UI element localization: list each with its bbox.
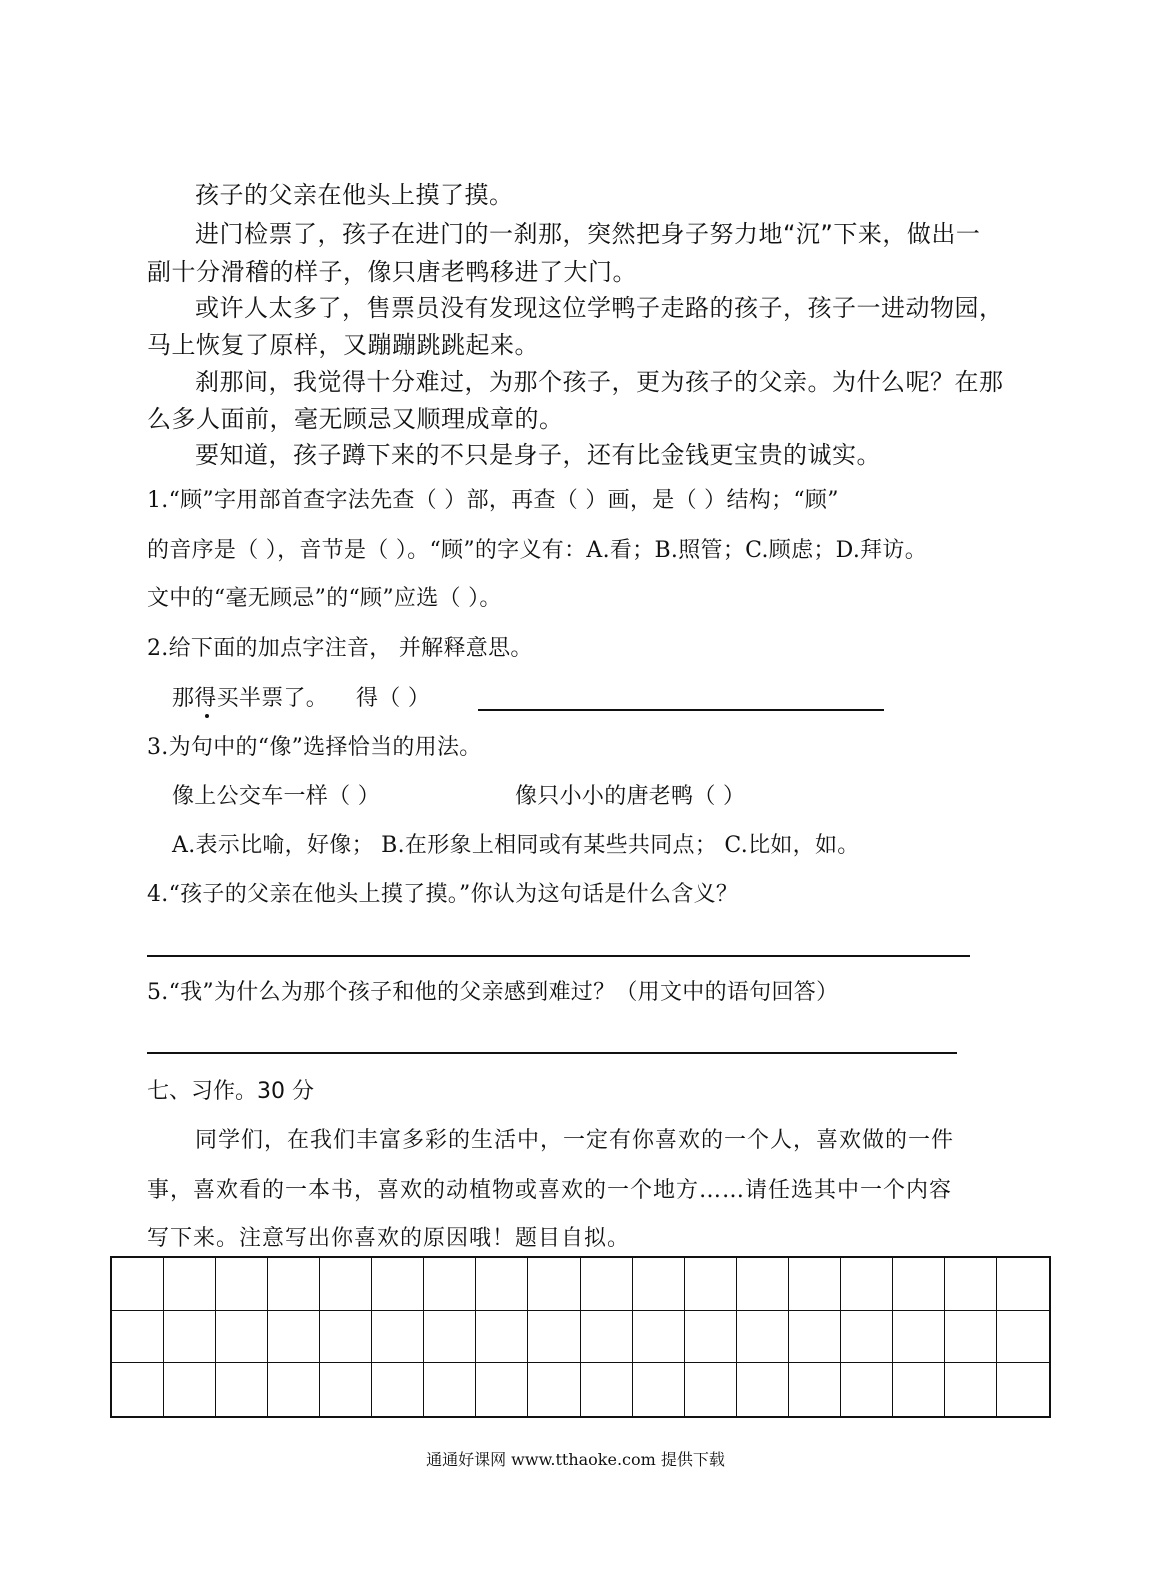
grid-cell[interactable] (528, 1258, 580, 1311)
grid-cell[interactable] (945, 1363, 997, 1416)
grid-cell[interactable] (320, 1258, 372, 1311)
passage-paragraph-1: 孩子的父亲在他头上摸了摸。 (195, 181, 514, 209)
grid-cell[interactable] (268, 1363, 320, 1416)
emphasis-dot (205, 714, 209, 718)
question-4: 4.“孩子的父亲在他头上摸了摸。”你认为这句话是什么含义？ (147, 882, 739, 907)
question-1-line-1: 1.“顾”字用部首查字法先查（ ）部，再查（ ）画，是（ ）结构；“顾” (147, 488, 839, 513)
question-2-answer-line[interactable] (478, 709, 884, 711)
composition-instruction-line-1: 同学们，在我们丰富多彩的生活中，一定有你喜欢的一个人，喜欢做的一件 (195, 1128, 955, 1153)
grid-cell[interactable] (841, 1363, 893, 1416)
grid-cell[interactable] (633, 1311, 685, 1364)
grid-cell[interactable] (424, 1363, 476, 1416)
grid-cell[interactable] (320, 1363, 372, 1416)
grid-cell[interactable] (789, 1258, 841, 1311)
question-1-line-3: 文中的“毫无顾忌”的“顾”应选（ ）。 (147, 586, 502, 611)
question-2-sentence: 那得买半票了。 (172, 686, 329, 711)
grid-cell[interactable] (997, 1258, 1049, 1311)
grid-cell[interactable] (372, 1258, 424, 1311)
grid-cell[interactable] (685, 1311, 737, 1364)
grid-cell[interactable] (893, 1363, 945, 1416)
writing-grid[interactable] (110, 1256, 1051, 1418)
footer-credit: 通通好课网 www.tthaoke.com 提供下载 (426, 1450, 725, 1469)
passage-paragraph-4-line-1: 刹那间，我觉得十分难过，为那个孩子，更为孩子的父亲。为什么呢？在那 (195, 368, 1004, 396)
grid-cell[interactable] (164, 1311, 216, 1364)
grid-cell[interactable] (216, 1258, 268, 1311)
passage-paragraph-2-line-2: 副十分滑稽的样子，像只唐老鸭移进了大门。 (147, 258, 637, 286)
grid-cell[interactable] (424, 1311, 476, 1364)
question-3-options: A.表示比喻，好像； B.在形象上相同或有某些共同点； C.比如，如。 (172, 833, 860, 858)
question-2: 2.给下面的加点字注音， 并解释意思。 (147, 636, 533, 661)
grid-cell[interactable] (112, 1363, 164, 1416)
grid-cell[interactable] (372, 1363, 424, 1416)
composition-instruction-line-2: 事，喜欢看的一本书，喜欢的动植物或喜欢的一个地方……请任选其中一个内容 (147, 1178, 953, 1203)
grid-cell[interactable] (841, 1258, 893, 1311)
grid-cell[interactable] (997, 1311, 1049, 1364)
grid-cell[interactable] (789, 1363, 841, 1416)
grid-cell[interactable] (685, 1258, 737, 1311)
grid-cell[interactable] (216, 1363, 268, 1416)
grid-cell[interactable] (737, 1258, 789, 1311)
question-4-answer-line[interactable] (147, 955, 970, 957)
question-3-item-b: 像只小小的唐老鸭（ ） (515, 784, 746, 809)
question-3: 3.为句中的“像”选择恰当的用法。 (147, 735, 482, 760)
grid-cell[interactable] (164, 1363, 216, 1416)
grid-cell[interactable] (945, 1258, 997, 1311)
grid-cell[interactable] (841, 1311, 893, 1364)
grid-cell[interactable] (581, 1363, 633, 1416)
question-2-pinyin-blank: 得（ ） (356, 686, 431, 711)
grid-cell[interactable] (893, 1311, 945, 1364)
composition-instruction-line-3: 写下来。注意写出你喜欢的原因哦！题目自拟。 (147, 1226, 631, 1251)
grid-cell[interactable] (268, 1258, 320, 1311)
grid-cell[interactable] (476, 1258, 528, 1311)
grid-cell[interactable] (737, 1311, 789, 1364)
grid-cell[interactable] (581, 1258, 633, 1311)
passage-paragraph-5: 要知道，孩子蹲下来的不只是身子，还有比金钱更宝贵的诚实。 (195, 441, 881, 469)
grid-cell[interactable] (112, 1311, 164, 1364)
question-5: 5.“我”为什么为那个孩子和他的父亲感到难过？（用文中的语句回答） (147, 980, 839, 1005)
grid-cell[interactable] (372, 1311, 424, 1364)
grid-cell[interactable] (685, 1363, 737, 1416)
question-1-line-2: 的音序是（ ），音节是（ ）。“顾”的字义有：A.看；B.照管；C.顾虑；D.拜访。 (147, 538, 928, 563)
grid-cell[interactable] (476, 1311, 528, 1364)
grid-cell[interactable] (893, 1258, 945, 1311)
question-3-item-a: 像上公交车一样（ ） (172, 784, 380, 809)
grid-cell[interactable] (216, 1311, 268, 1364)
passage-paragraph-4-line-2: 么多人面前，毫无顾忌又顺理成章的。 (147, 405, 564, 433)
grid-cell[interactable] (581, 1311, 633, 1364)
grid-cell[interactable] (633, 1363, 685, 1416)
grid-cell[interactable] (320, 1311, 372, 1364)
grid-cell[interactable] (424, 1258, 476, 1311)
grid-cell[interactable] (476, 1363, 528, 1416)
grid-cell[interactable] (528, 1363, 580, 1416)
grid-cell[interactable] (997, 1363, 1049, 1416)
grid-cell[interactable] (528, 1311, 580, 1364)
grid-cell[interactable] (737, 1363, 789, 1416)
passage-paragraph-2-line-1: 进门检票了，孩子在进门的一刹那，突然把身子努力地“沉”下来，做出一 (195, 220, 981, 248)
composition-title: 七、习作。30 分 (147, 1079, 314, 1104)
grid-cell[interactable] (945, 1311, 997, 1364)
grid-cell[interactable] (789, 1311, 841, 1364)
passage-paragraph-3-line-1: 或许人太多了，售票员没有发现这位学鸭子走路的孩子，孩子一进动物园， (195, 294, 1004, 322)
passage-paragraph-3-line-2: 马上恢复了原样，又蹦蹦跳跳起来。 (147, 331, 539, 359)
question-5-answer-line[interactable] (147, 1052, 957, 1054)
grid-cell[interactable] (112, 1258, 164, 1311)
grid-cell[interactable] (268, 1311, 320, 1364)
grid-cell[interactable] (164, 1258, 216, 1311)
grid-cell[interactable] (633, 1258, 685, 1311)
